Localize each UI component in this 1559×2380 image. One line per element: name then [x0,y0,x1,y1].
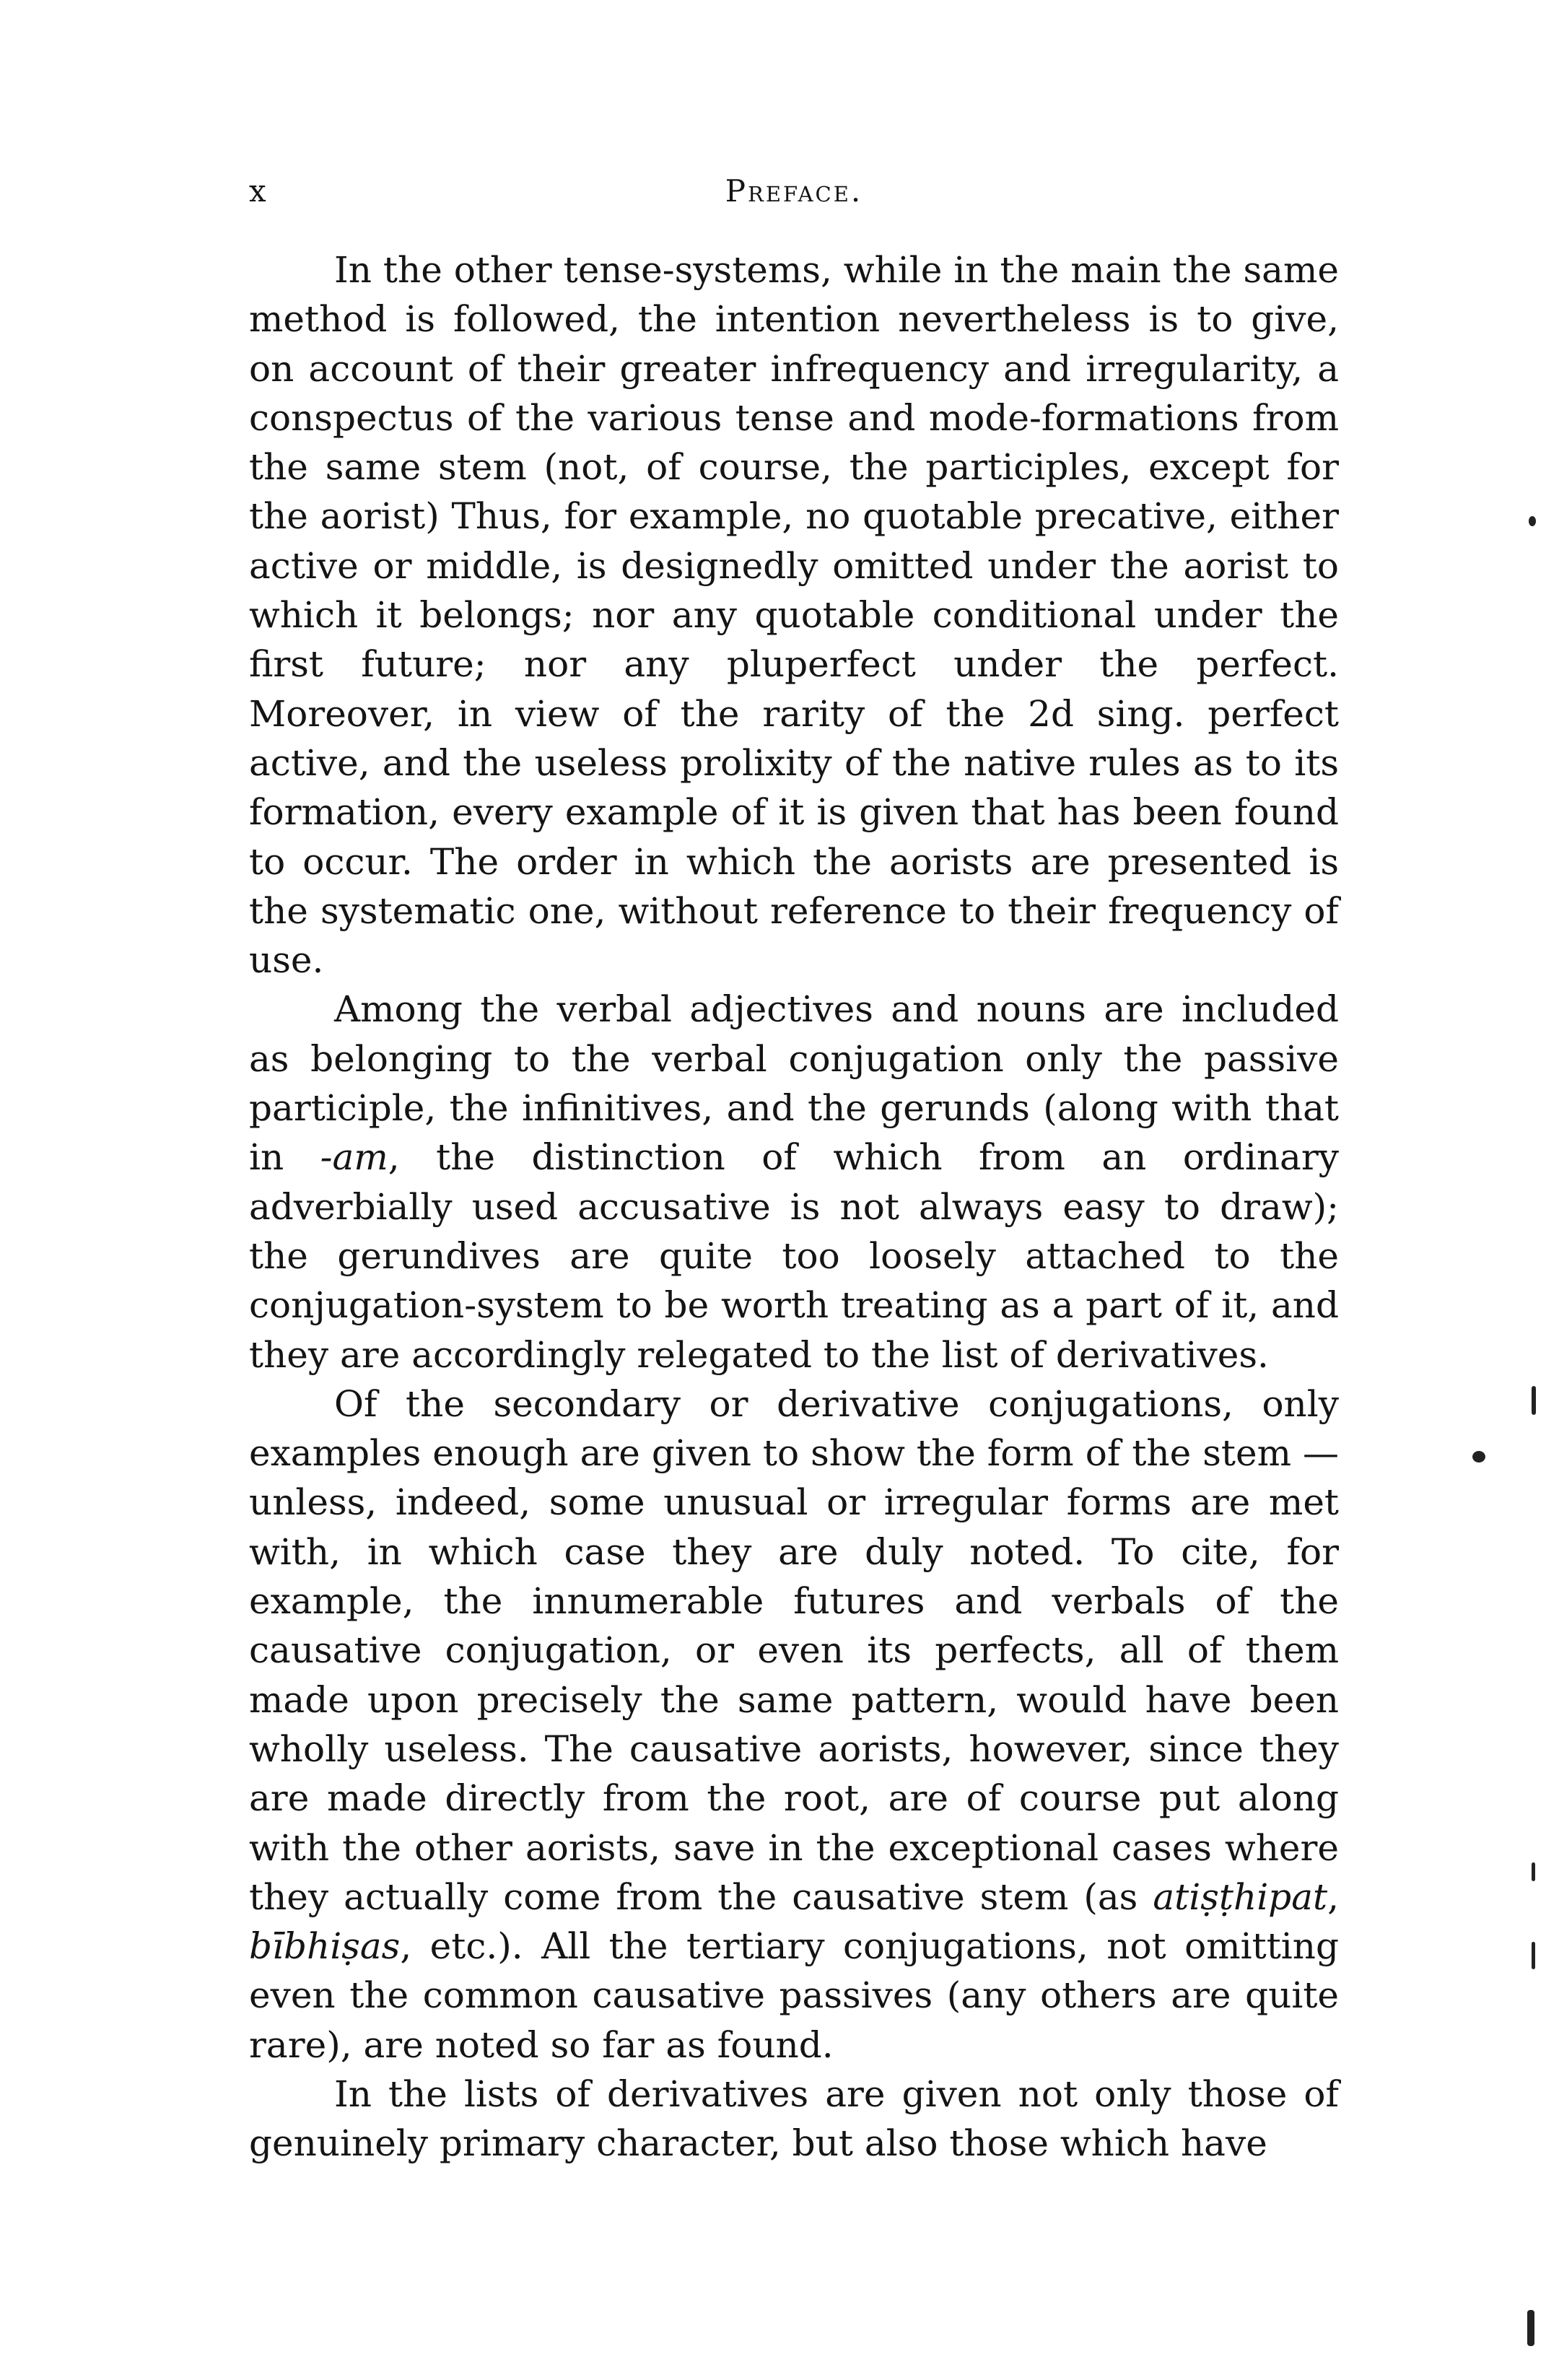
scan-speck [1532,1942,1535,1969]
italic-am: -am [320,1136,388,1179]
scan-speck [1529,516,1536,526]
italic-bibhisas: bībhiṣas [249,1925,401,1968]
paragraph-secondary-conjugations: Of the secondary or derivative conjugations, only examples enough are given to show the form of the stem — unless, indeed, some unusual or irregular forms are met with, in which case they are duly noted. To cite, for example, the innumerable futures and verbals of the causative conjugation, or even its perfects, all of them made upon precisely the same pattern, would have been wholly useless. The causative aorists, however, since they are made directly from the root, are of course put along with the other aorists, save in the exceptional cases where they actually come from the causative stem (as atiṣṭhipat, bībhiṣas, etc.). All the tertiary conjugations, not omitting even the common causative passives (any others are quite rare), are noted so far as found. [249,1382,1339,2066]
scan-speck [1532,1862,1535,1881]
running-title: Preface. [725,173,863,209]
page-number: x [249,173,267,209]
scan-speck [1532,1386,1536,1415]
body-text [249,245,1339,2168]
page-header [249,173,1339,217]
paragraph-verbal-adjectives: Among the verbal adjectives and nouns are included as belonging to the verbal conjugation only the passive participle, the infinitives, and the gerunds (along with that in -am, the distinction of which from an ordinary adverbially used accusative is not always easy to draw); the gerundives are quite too loosely attached to the conjugation-system to be worth treating as a part of it, and they are accordingly relegated to the list of derivatives. [249,988,1339,1376]
scan-speck [1472,1451,1485,1463]
scan-speck [1527,2310,1534,2346]
italic-atisthipat: atiṣṭhipat [1153,1875,1328,1918]
paragraph-derivatives: In the lists of derivatives are given not only those of genuinely primary character, but also those which have [249,2072,1339,2165]
paragraph-tense-systems: In the other tense-systems, while in the main the same method is followed, the intention nevertheless is to give, on account of their greater infrequency and irregularity, a conspectus of the various tense and mode-formations from the same stem (not, of course, the participles, except for the aorist) Thus, for example, no quotable precative, either active or middle, is designedly omitted under the aorist to which it belongs; nor any quotable conditional under the first future; nor any pluperfect under the perfect. Moreover, in view of the rarity of the 2d sing. perfect active, and the useless prolixity of the native rules as to its formation, every example of it is given that has been found to occur. The order in which the aorists are presented is the systematic one, without reference to their frequency of use. [249,249,1339,982]
